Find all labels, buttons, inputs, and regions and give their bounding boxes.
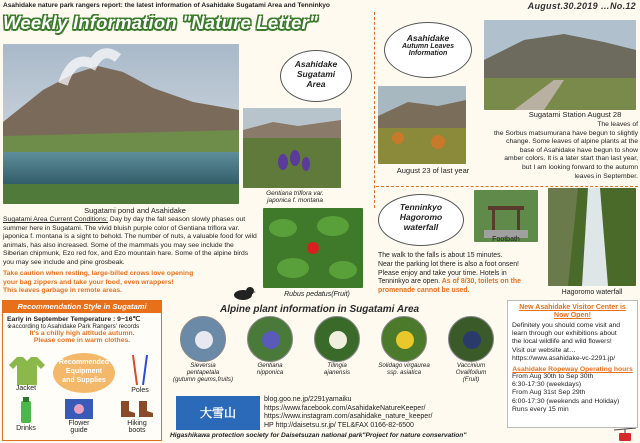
autumn-text-line3: change. Some leaves of alpine plants at the — [506, 138, 638, 146]
bubble-line1: Recommended — [58, 359, 110, 366]
sugatami-oval-line3: Area — [306, 79, 326, 89]
bubble-line3: and Supplies — [62, 377, 106, 384]
society-line: Higashikawa protection society for Daisetsuzan national park"Project for nature conservation" — [170, 432, 467, 439]
ropeway-line5: Runs every 15 min — [512, 405, 569, 413]
divider-vertical — [374, 12, 375, 208]
instagram-link[interactable]: https://www.instagram.com/asahidake_nature_keeper/ — [264, 413, 433, 420]
alpine-plant-3 — [304, 316, 370, 376]
gentian-caption — [250, 190, 340, 205]
report-line: Asahidake nature park rangers report: the latest information of Asahidake Sugatami Area and Tenninkyo — [3, 2, 330, 9]
alpine-plant-5 — [438, 316, 504, 383]
alpine-plant-2 — [237, 316, 303, 376]
alpine-plant-name-line1: Gentiana — [257, 362, 283, 369]
tenninkyo-text-line2: Near the parking lot there is also a foot onsen! — [378, 260, 519, 268]
sugatami-area-oval — [280, 50, 352, 102]
alpine-plant-name-line2: Ovalifolium — [455, 369, 487, 376]
tenninkyo-text-line1: The walk to the falls is about 15 minutes. — [378, 252, 503, 259]
sugatami-pond-photo — [3, 44, 239, 204]
rubus-caption: Rubus pedatus(Fruit) — [284, 291, 350, 298]
ropeway-icon — [614, 428, 636, 443]
ropeway-line3: From Aug 31st Sep 29th — [512, 389, 586, 397]
tenninkyo-text-line3: Please enjoy and take your time. Hotels in — [378, 269, 507, 277]
visitor-title-line2: Now Open! — [554, 312, 591, 319]
alpine-plant-1 — [170, 316, 236, 383]
tenninkyo-oval-line1: Tenninkyo — [399, 202, 443, 212]
visitor-website-link[interactable]: https://www.asahidake-vc-2291.jp/ — [512, 354, 616, 362]
alpine-plant-name-line2: nipponica — [256, 369, 284, 376]
rubus-photo — [263, 208, 363, 288]
alpine-plant-4 — [371, 316, 437, 376]
gentian-photo — [243, 108, 341, 188]
flower-guide-line1: Flower — [68, 420, 90, 427]
autumn-oval-line1: Asahidake — [406, 33, 450, 43]
autumn-text-line4: base of Asahidake have begun to show — [519, 146, 638, 154]
flower-shape — [329, 331, 347, 349]
sugatami-station-photo — [484, 20, 636, 110]
issue-date: August.30.2019 …No.12 — [527, 1, 636, 11]
visitor-center-box — [507, 300, 638, 428]
crow-warning — [3, 270, 261, 296]
conditions-text: Day by day the fall season slowly phases out summer here in Sugatami. The vivid bluish purple color of Gentiana triflora var. japonica f. montana is a sight to behold. The number of nuts, a valuable food for wild animals, has also increased. Some of the mammals you may see include the Siberian chipmunk, Ezo red fox, and Ezo mountain hare. Some of the alpine birds you may see include and pine grosbeak. — [3, 216, 257, 266]
hiking-boots-label — [117, 420, 157, 434]
alpine-plant-photo — [247, 316, 293, 362]
alpine-plant-photo — [180, 316, 226, 362]
autumn-text-line5: amber colors. It is a later start than last year, — [504, 155, 638, 163]
tenninkyo-oval — [378, 194, 464, 246]
visitor-body-line1: Definitely you should come visit and — [512, 322, 621, 329]
hp-contact[interactable]: HP http://daisetsu.sr.jp/ TEL&FAX 0166-82-6500 — [264, 421, 414, 429]
autumn-text — [478, 121, 638, 181]
autumn-leaves-oval — [384, 22, 472, 78]
poles-label: Poles — [131, 387, 149, 394]
hagoromo-waterfall-photo — [548, 188, 636, 286]
flower-shape — [262, 331, 280, 349]
autumn-text-line6: but I am looking forward to the autumn — [522, 163, 638, 171]
divider-horizontal — [376, 186, 638, 187]
tenninkyo-text-line4: Tenninkyo are open. — [378, 278, 441, 286]
alpine-plant-photo — [314, 316, 360, 362]
jacket-label: Jacket — [15, 385, 37, 392]
gentian-caption-line2: japonica f. montana — [267, 197, 323, 205]
cold-line2: Please come in warm clothes. — [33, 337, 131, 344]
cold-line1: It's a chilly high altitude autumn. — [29, 330, 135, 337]
facebook-link[interactable]: https://www.facebook.com/AsahidakeNatureKeeper/ — [264, 404, 426, 412]
tenninkyo-oval-line3: waterfall — [403, 222, 439, 232]
crow-warning-line2: your bag zippers and take your food, even wrappers! — [3, 278, 174, 286]
ropeway-line4: 6:00-17:30 (weekends and Holiday) — [512, 397, 620, 405]
crow-warning-line3: This leaves garbage in remote areas. — [3, 287, 123, 295]
sugatami-conditions — [3, 216, 259, 268]
flower-guide-label — [61, 420, 97, 434]
page-title: Weekly Information "Nature Letter" — [3, 12, 318, 33]
flower-shape — [463, 331, 481, 349]
autumn-oval-line3: Information — [408, 50, 448, 57]
alpine-plant-name-line3: (Fruit) — [462, 376, 480, 383]
drinks-label: Drinks — [16, 425, 36, 432]
equipment-bubble — [53, 353, 115, 393]
visitor-body-line4: Visit our website at… — [512, 346, 576, 354]
sugatami-station-caption: Sugatami Station August 28 — [528, 110, 622, 119]
recommendation-title: Recommendation Style in Sugatami — [3, 301, 161, 313]
autumn-oval-line2: Autumn Leaves — [401, 43, 455, 50]
flower-shape — [396, 331, 414, 349]
logo-text: 大雪山 — [199, 406, 236, 420]
alpine-plant-name-line2: ajanensis — [323, 369, 351, 376]
alpine-plant-name-line1: Vaccinium — [456, 362, 486, 369]
flower-guide-line2: guide — [70, 427, 88, 434]
sugatami-oval-line1: Asahidake — [294, 59, 338, 69]
alpine-plant-list — [170, 316, 506, 396]
ropeway-title: Asahidake Ropeway Operating hours — [512, 366, 633, 374]
toilets-warning: As of 8/30, toilets on the — [440, 278, 521, 286]
autumn-text-line1: The leaves of — [597, 121, 638, 128]
autumn-text-line2: the Sorbus matsumurana have begun to slightly — [494, 129, 638, 137]
poles-icon — [125, 353, 155, 390]
conditions-heading: Sugatami Area Current Conditions: — [3, 216, 109, 223]
flower-shape — [195, 331, 213, 349]
footbath-caption: Footbath — [492, 236, 520, 243]
alpine-plant-name-line1: Tilingia — [327, 362, 347, 369]
hiking-boots-line2: boots — [128, 427, 146, 434]
visitor-title-line1: New Asahidake Visitor Center is — [519, 304, 626, 311]
alpine-plant-photo — [448, 316, 494, 362]
ropeway-line2: 6:30-17:30 (weekdays) — [512, 381, 582, 389]
recommendation-box — [2, 300, 162, 441]
autumn-text-line7: leaves in September. — [574, 172, 638, 180]
ropeway-line1: From Aug 30th to Sep 30th — [512, 373, 594, 381]
sugatami-oval-line2: Sugatami — [296, 69, 336, 79]
sugatami-pond-caption: Sugatami pond and Asahidake — [84, 206, 186, 215]
recommendation-temp: Early in September Temperature : 9~16℃ — [7, 316, 141, 323]
tenninkyo-oval-line2: Hagoromo — [399, 212, 443, 222]
alpine-plant-name-line1: Sieversia — [190, 362, 216, 369]
drinks-icon — [19, 397, 33, 428]
hiking-boots-line1: Hiking — [127, 420, 147, 427]
alpine-title: Alpine plant information in Sugatami Area — [220, 304, 420, 315]
daisetsuzan-logo — [176, 396, 260, 430]
blog-link[interactable]: blog.goo.ne.jp/2291yamaiku — [264, 396, 352, 403]
last-year-photo — [378, 86, 466, 164]
last-year-caption: August 23 of last year — [396, 166, 470, 175]
footbath-photo — [474, 190, 538, 242]
alpine-plant-name-line1: Solidago virgaurea — [378, 362, 430, 369]
visitor-body-line2: learn through our exhibitions about — [512, 330, 617, 338]
alpine-plant-name-line3: (gutumn geums,fruits) — [172, 376, 234, 383]
footer-links — [264, 396, 509, 430]
alpine-plant-name-line2: ssp. asiatica — [386, 369, 422, 376]
alpine-plant-name-line2: pentapetala — [186, 369, 220, 376]
visitor-body-line3: the local wildlife and wild flowers! — [512, 338, 612, 346]
bubble-line2: Equipment — [65, 368, 103, 375]
toilets-warning-line2: promenade cannot be used. — [378, 287, 470, 295]
tenninkyo-text — [378, 252, 546, 296]
recommendation-temp-note: ※according to Asahidake Park Rangers' records — [7, 323, 140, 330]
gentian-caption-line1: Gentiana triflora var. — [266, 190, 324, 197]
alpine-plant-photo — [381, 316, 427, 362]
crow-warning-line1: Take caution when resting, large-billed crows love opening — [3, 270, 194, 277]
hagoromo-waterfall-caption: Hagoromo waterfall — [561, 289, 623, 296]
